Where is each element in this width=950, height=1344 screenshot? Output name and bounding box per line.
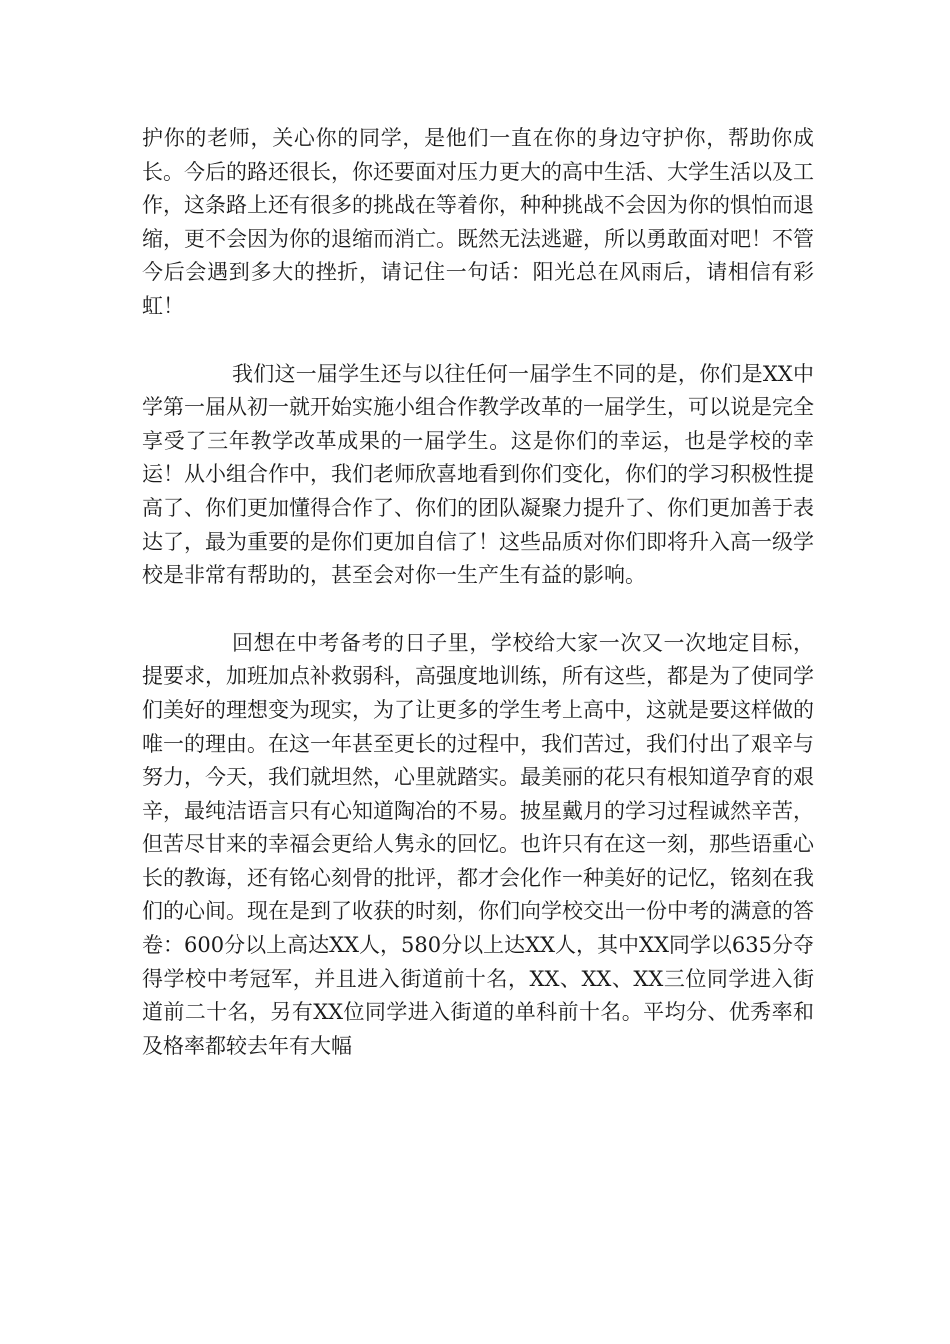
paragraph-3: 回想在中考备考的日子里，学校给大家一次又一次地定目标，提要求，加班加点补救弱科，高强度地训练，所有这些，都是为了使同学们美好的理想变为现实，为了让更多的学生考上高中，这就是要这样做的唯一的理由。在这一年甚至更长的过程中，我们苦过，我们付出了艰辛与努力，今天，我们就坦然，心里就踏实。最美丽的花只有根知道孕育的艰辛，最纯洁语言只有心知道陶冶的不易。披星戴月的学习过程诚然辛苦，但苦尽甘来的幸福会更给人隽永的回忆。也许只有在这一刻，那些语重心长的教诲，还有铭心刻骨的批评，都才会化作一种美好的记忆，铭刻在我们的心间。现在是到了收获的时刻，你们向学校交出一份中考的满意的答卷：600分以上高达XX人，580分以上达XX人，其中XX同学以635分夺得学校中考冠军，并且进入街道前十名，XX、XX、XX三位同学进入街道前二十名，另有XX位同学进入街道的单科前十名。平均分、优秀率和及格率都较去年有大幅: [142, 630, 814, 1058]
paragraph-1: 护你的老师，关心你的同学，是他们一直在你的身边守护你，帮助你成长。今后的路还很长，你还要面对压力更大的高中生活、大学生活以及工作，这条路上还有很多的挑战在等着你，种种挑战不会因为你的惧怕而退缩，更不会因为你的退缩而消亡。既然无法逃避，所以勇敢面对吧！不管今后会遇到多大的挫折，请记住一句话：阳光总在风雨后，请相信有彩虹！: [142, 126, 814, 318]
paragraph-2: 我们这一届学生还与以往任何一届学生不同的是，你们是XX中学第一届从初一就开始实施小组合作教学改革的一届学生，可以说是完全享受了三年教学改革成果的一届学生。这是你们的幸运，也是学校的幸运！从小组合作中，我们老师欣喜地看到你们变化，你们的学习积极性提高了、你们更加懂得合作了、你们的团队凝聚力提升了、你们更加善于表达了，最为重要的是你们更加自信了！这些品质对你们即将升入高一级学校是非常有帮助的，甚至会对你一生产生有益的影响。: [142, 361, 814, 588]
document-body: [142, 122, 814, 1063]
